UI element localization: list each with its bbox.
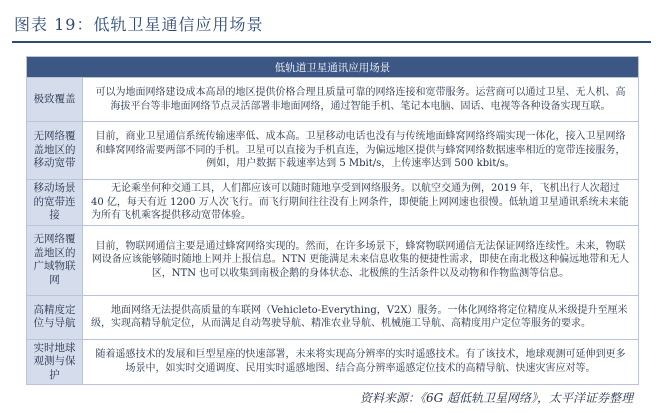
table-row [27, 339, 639, 385]
row-label: 无网络覆盖地区的移动宽带 [27, 122, 83, 180]
table-header: 低轨道卫星通讯应用场景 [27, 57, 639, 78]
source-note: 资料来源：《6G 超低轨卫星网络》，太平洋证券整理 [359, 391, 633, 405]
row-label: 实时地球观测与保护 [27, 339, 83, 385]
scenario-table [26, 56, 639, 385]
figure-title: 图表 19：低轨卫星通信应用场景 [14, 15, 264, 34]
row-description: 随着遥感技术的发展和巨型星座的快速部署，未来将实现高分辨率的实时遥感技术。有了该技术，地球观测可延伸到更多场景中，如实时交通调度、民用实时遥感地图、结合高分辨率遥感定位技术的高精导航、快速灾害应对等。 [83, 339, 639, 385]
title-divider [12, 41, 651, 43]
row-label: 高精度定位与导航 [27, 295, 83, 339]
row-description: 目前，物联网通信主要是通过蜂窝网络实现的。然而，在许多场景下，蜂窝物联网通信无法保证网络连续性。未来，物联网设备应该能够随时随地上网并上报信息。NTN 更能满足未来信息收集的便捷性需求，即使在南北极这种偏远地带和无人区，NTN 也可以收集到南极企鹅的身体状态、北极熊的生活条件以及动物和作物监测等信息。 [83, 225, 639, 295]
row-label: 移动场景的宽带连接 [27, 180, 83, 226]
table-row [27, 295, 639, 339]
row-description: 无论乘坐何种交通工具，人们都应该可以随时随地享受到网络服务。以航空交通为例，2019 年，飞机出行人次超过 40 亿，每天有近 1200 万人次飞行。而飞行期间往往没有上网条件，即便能上网网速也很慢。低轨道卫星通讯系统未来能为所有飞机乘客提供移动宽带体验。 [83, 180, 639, 226]
row-description: 可以为地面网络建设成本高昂的地区提供价格合理且质量可靠的网络连接和宽带服务。运营商可以通过卫星、无人机、高海拔平台等非地面网络节点灵活部署非地面网络，通过智能手机、笔记本电脑、固话、电视等各种设备实现互联。 [83, 78, 639, 122]
row-description: 地面网络无法提供高质量的车联网（Vehicleto-Everything，V2X）服务。一体化网络将定位精度从米级提升至厘米级，实现高精导航定位，从而满足自动驾驶导航、精准农业导航、机械施工导航、高精度用户定位等服务的要求。 [83, 295, 639, 339]
table-header-row [27, 57, 639, 78]
table-row [27, 78, 639, 122]
table-row [27, 225, 639, 295]
table-row [27, 122, 639, 180]
row-description: 目前，商业卫星通信系统传输速率低、成本高。卫星移动电话也没有与传统地面蜂窝网络终端实现一体化，接入卫星网络和蜂窝网络需要两部不同的手机。卫星可以直接为手机直连，为偏远地区提供与蜂窝网络数据速率相近的宽带连接服务，例如，用户数据下载速率达到 5 Mbit/s，上传速率达到 500 kbit/s。 [83, 122, 639, 180]
table-row [27, 180, 639, 226]
row-label: 无网络覆盖地区的广域物联网 [27, 225, 83, 295]
row-label: 极致覆盖 [27, 78, 83, 122]
